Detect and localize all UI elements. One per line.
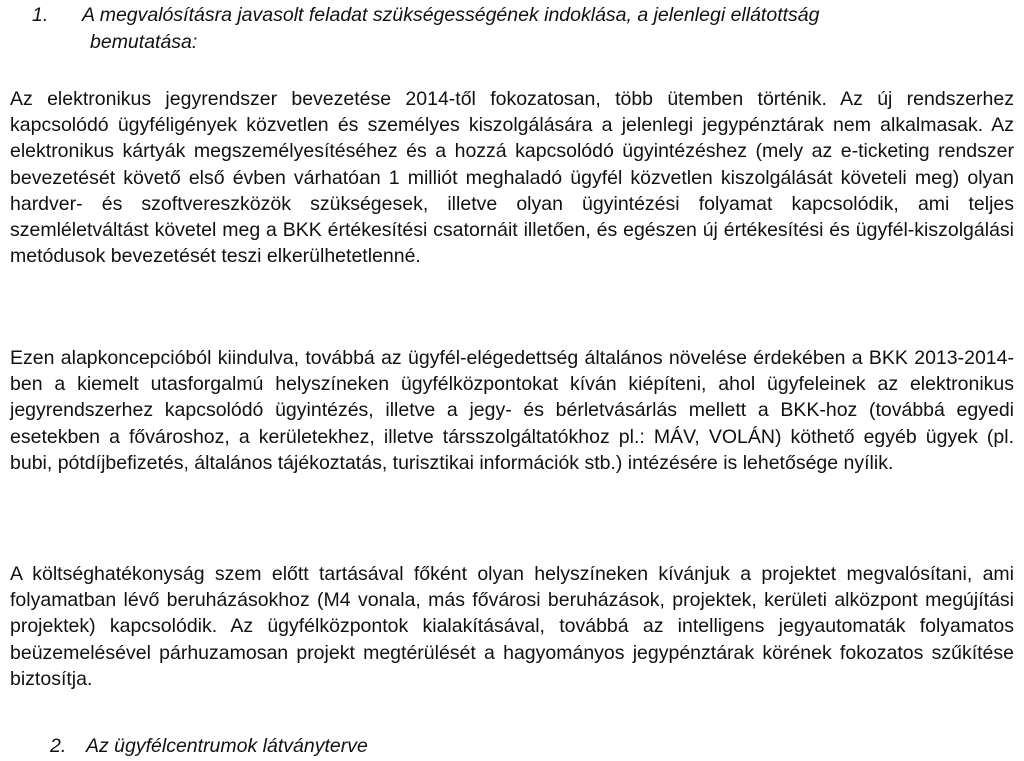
- heading-2-text: Az ügyfélcentrumok látványterve: [86, 735, 368, 757]
- heading-1-text-line1: A megvalósításra javasolt feladat szükségességének indoklása, a jelenlegi ellátottság: [82, 4, 820, 26]
- section-heading-2: [50, 733, 950, 759]
- paragraph-2: Ezen alapkoncepcióból kiindulva, továbbá az ügyfél-elégedettség általános növelése érdekében a BKK 2013-2014-ben a kiemelt utasforgalmú helyszíneken ügyfélközpontokat kíván kiépíteni, ahol ügyfeleinek az elektronikus jegyrendszerhez kapcsolódó ügyintézés, illetve a jegy- és bérletvásárlás mellett a BKK-hoz (továbbá egyedi esetekben a fővároshoz, a kerületekhez, illetve társszolgáltatókhoz pl.: MÁV, VOLÁN) köthető egyéb ügyek (pl. bubi, pótdíjbefizetés, általános tájékoztatás, turisztikai információk stb.) intézésére is lehetősége nyílik.: [10, 347, 1014, 474]
- heading-2-number: 2.: [50, 735, 67, 757]
- heading-1-number: 1.: [32, 4, 49, 26]
- section-heading-1: [32, 2, 1022, 55]
- heading-1-first-line: [32, 4, 819, 26]
- paragraph-3: A költséghatékonyság szem előtt tartásával főként olyan helyszíneken kívánjuk a projektet megvalósítani, ami folyamatban lévő beruházásokhoz (M4 vonala, más fővárosi beruházások, projektek, kerületi alközpont megújítási projektek) kapcsolódik. Az ügyfélközpontok kialakításával, továbbá az intelligens jegyautomaták folyamatos beüzemelésével párhuzamosan projekt megtérülését a hagyományos jegypénztárak körének fokozatos szűkítése biztosítja.: [10, 563, 1014, 690]
- heading-1-text-line2: bemutatása:: [90, 31, 198, 53]
- paragraph-1: Az elektronikus jegyrendszer bevezetése 2014-től fokozatosan, több ütemben történik. Az új rendszerhez kapcsolódó ügyféligények közvetlen és személyes kiszolgálására a jelenlegi jegypénztárak nem alkalmasak. Az elektronikus kártyák megszemélyesítéséhez és a hozzá kapcsolódó ügyintézéshez (mely az e-ticketing rendszer bevezetését követő első évben várhatóan 1 milliót meghaladó ügyfél közvetlen kiszolgálását követeli meg) olyan hardver- és szoftvereszközök szükségesek, illetve olyan ügyintézési folyamat kapcsolódik, ami teljes szemléletváltást követel meg a BKK értékesítési csatornáit illetően, és egészen új értékesítési és ügyfél-kiszolgálási metódusok bevezetését teszi elkerülhetetlenné.: [10, 88, 1014, 268]
